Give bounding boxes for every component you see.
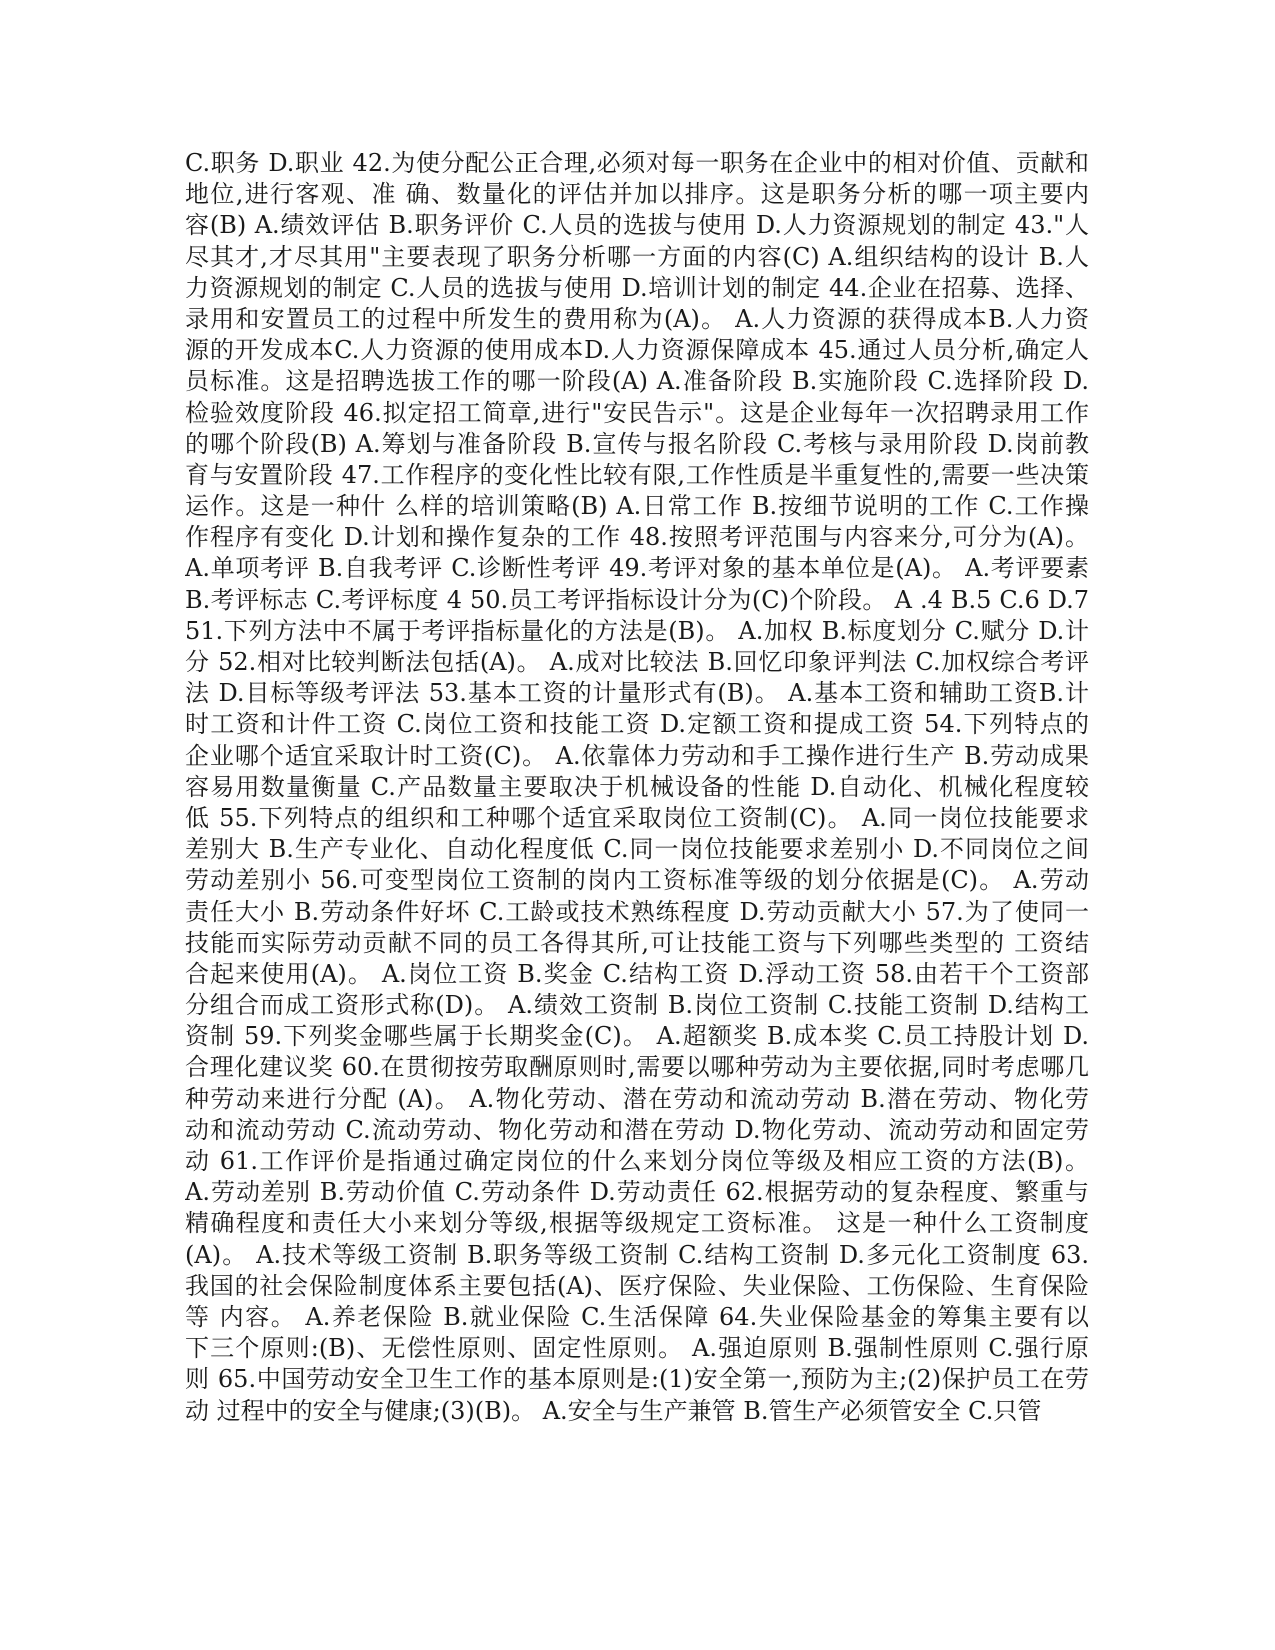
text-line: 动和流动劳动 C.流动劳动、物化劳动和潜在劳动 D.物化劳动、流动劳动和固定劳 [185, 1115, 1089, 1144]
text-line: 地位,进行客观、准 确、数量化的评估并加以排序。这是职务分析的哪一项主要内 [185, 180, 1089, 209]
text-line: 育与安置阶段 47.工作程序的变化性比较有限,工作性质是半重复性的,需要一些决策 [185, 460, 1089, 489]
text-line: 动 61.工作评价是指通过确定岗位的什么来划分岗位等级及相应工资的方法(B)。 [185, 1147, 1089, 1175]
text-line: 员标准。这是招聘选拔工作的哪一阶段(A) A.准备阶段 B.实施阶段 C.选择阶段 D. [185, 367, 1089, 396]
text-line: 51.下列方法中不属于考评指标量化的方法是(B)。 A.加权 B.标度划分 C.赋分 D.计 [185, 616, 1089, 645]
text-line: 差别大 B.生产专业化、自动化程度低 C.同一岗位技能要求差别小 D.不同岗位之间 [185, 835, 1089, 864]
text-line: 精确程度和责任大小来划分等级,根据等级规定工资标准。 这是一种什么工资制度 [185, 1209, 1089, 1238]
text-line: 分 52.相对比较判断法包括(A)。 A.成对比较法 B.回忆印象评判法 C.加权综合考评 [185, 648, 1089, 676]
text-line: 我国的社会保险制度体系主要包括(A)、医疗保险、失业保险、工伤保险、生育保险 [185, 1271, 1089, 1300]
text-line: A.单项考评 B.自我考评 C.诊断性考评 49.考评对象的基本单位是(A)。 A.考评要素 [185, 554, 1089, 583]
text-line: C.职务 D.职业 42.为使分配公正合理,必须对每一职务在企业中的相对价值、贡献和 [185, 149, 1089, 177]
text-line: 法 D.目标等级考评法 53.基本工资的计量形式有(B)。 A.基本工资和辅助工资B.计 [185, 679, 1089, 708]
text-line: 的哪个阶段(B) A.筹划与准备阶段 B.宣传与报名阶段 C.考核与录用阶段 D.岗前教 [185, 429, 1089, 458]
text-line: 责任大小 B.劳动条件好坏 C.工龄或技术熟练程度 D.劳动贡献大小 57.为了使同一 [185, 897, 1089, 926]
text-line: 企业哪个适宜采取计时工资(C)。 A.依靠体力劳动和手工操作进行生产 B.劳动成果 [185, 741, 1089, 770]
text-line: A.劳动差别 B.劳动价值 C.劳动条件 D.劳动责任 62.根据劳动的复杂程度、繁重与 [185, 1178, 1089, 1207]
text-line: 合起来使用(A)。 A.岗位工资 B.奖金 C.结构工资 D.浮动工资 58.由若干个工资部 [185, 959, 1089, 988]
text-line: 检验效度阶段 46.拟定招工简章,进行"安民告示"。这是企业每年一次招聘录用工作 [185, 398, 1089, 427]
text-line: 源的开发成本C.人力资源的使用成本D.人力资源保障成本 45.通过人员分析,确定人 [185, 336, 1089, 365]
text-line: B.考评标志 C.考评标度 4 50.员工考评指标设计分为(C)个阶段。 A .4 B.5 C.6 D.7 [185, 585, 1089, 614]
text-line: 等 内容。 A.养老保险 B.就业保险 C.生活保障 64.失业保险基金的筹集主要有以 [185, 1302, 1089, 1331]
text-line: 动 过程中的安全与健康;(3)(B)。 A.安全与生产兼管 B.管生产必须管安全 C.只管 [185, 1396, 1042, 1425]
text-line: 力资源规划的制定 C.人员的选拔与使用 D.培训计划的制定 44.企业在招募、选择、 [185, 273, 1089, 302]
text-line: 低 55.下列特点的组织和工种哪个适宜采取岗位工资制(C)。 A.同一岗位技能要求 [185, 803, 1089, 832]
text-line: 种劳动来进行分配 (A)。 A.物化劳动、潜在劳动和流动劳动 B.潜在劳动、物化劳 [185, 1084, 1089, 1113]
text-line: 劳动差别小 56.可变型岗位工资制的岗内工资标准等级的划分依据是(C)。 A.劳动 [185, 866, 1089, 895]
text-line: 容(B) A.绩效评估 B.职务评价 C.人员的选拔与使用 D.人力资源规划的制定 43."人 [185, 211, 1089, 240]
text-line: 分组合而成工资形式称(D)。 A.绩效工资制 B.岗位工资制 C.技能工资制 D.结构工 [185, 991, 1089, 1020]
text-line: 运作。这是一种什 么样的培训策略(B) A.日常工作 B.按细节说明的工作 C.工作操 [185, 492, 1089, 521]
text-line: (A)。 A.技术等级工资制 B.职务等级工资制 C.结构工资制 D.多元化工资制度 63. [185, 1240, 1089, 1269]
text-line: 容易用数量衡量 C.产品数量主要取决于机械设备的性能 D.自动化、机械化程度较 [185, 772, 1089, 801]
text-line: 录用和安置员工的过程中所发生的费用称为(A)。 A.人力资源的获得成本B.人力资 [185, 304, 1089, 333]
text-line: 作程序有变化 D.计划和操作复杂的工作 48.按照考评范围与内容来分,可分为(A)。 [185, 523, 1089, 552]
body-text [185, 148, 1089, 1427]
text-line: 则 65.中国劳动安全卫生工作的基本原则是:(1)安全第一,预防为主;(2)保护员工在劳 [185, 1365, 1089, 1394]
text-line: 技能而实际劳动贡献不同的员工各得其所,可让技能工资与下列哪些类型的 工资结 [185, 928, 1089, 957]
text-line: 合理化建议奖 60.在贯彻按劳取酬原则时,需要以哪种劳动为主要依据,同时考虑哪几 [185, 1053, 1089, 1082]
text-line: 尽其才,才尽其用"主要表现了职务分析哪一方面的内容(C) A.组织结构的设计 B.人 [185, 242, 1089, 271]
text-line: 下三个原则:(B)、无偿性原则、固定性原则。 A.强迫原则 B.强制性原则 C.强行原 [185, 1334, 1089, 1363]
text-line: 时工资和计件工资 C.岗位工资和技能工资 D.定额工资和提成工资 54.下列特点的 [185, 710, 1089, 739]
text-line: 资制 59.下列奖金哪些属于长期奖金(C)。 A.超额奖 B.成本奖 C.员工持股计划 D. [185, 1022, 1089, 1051]
